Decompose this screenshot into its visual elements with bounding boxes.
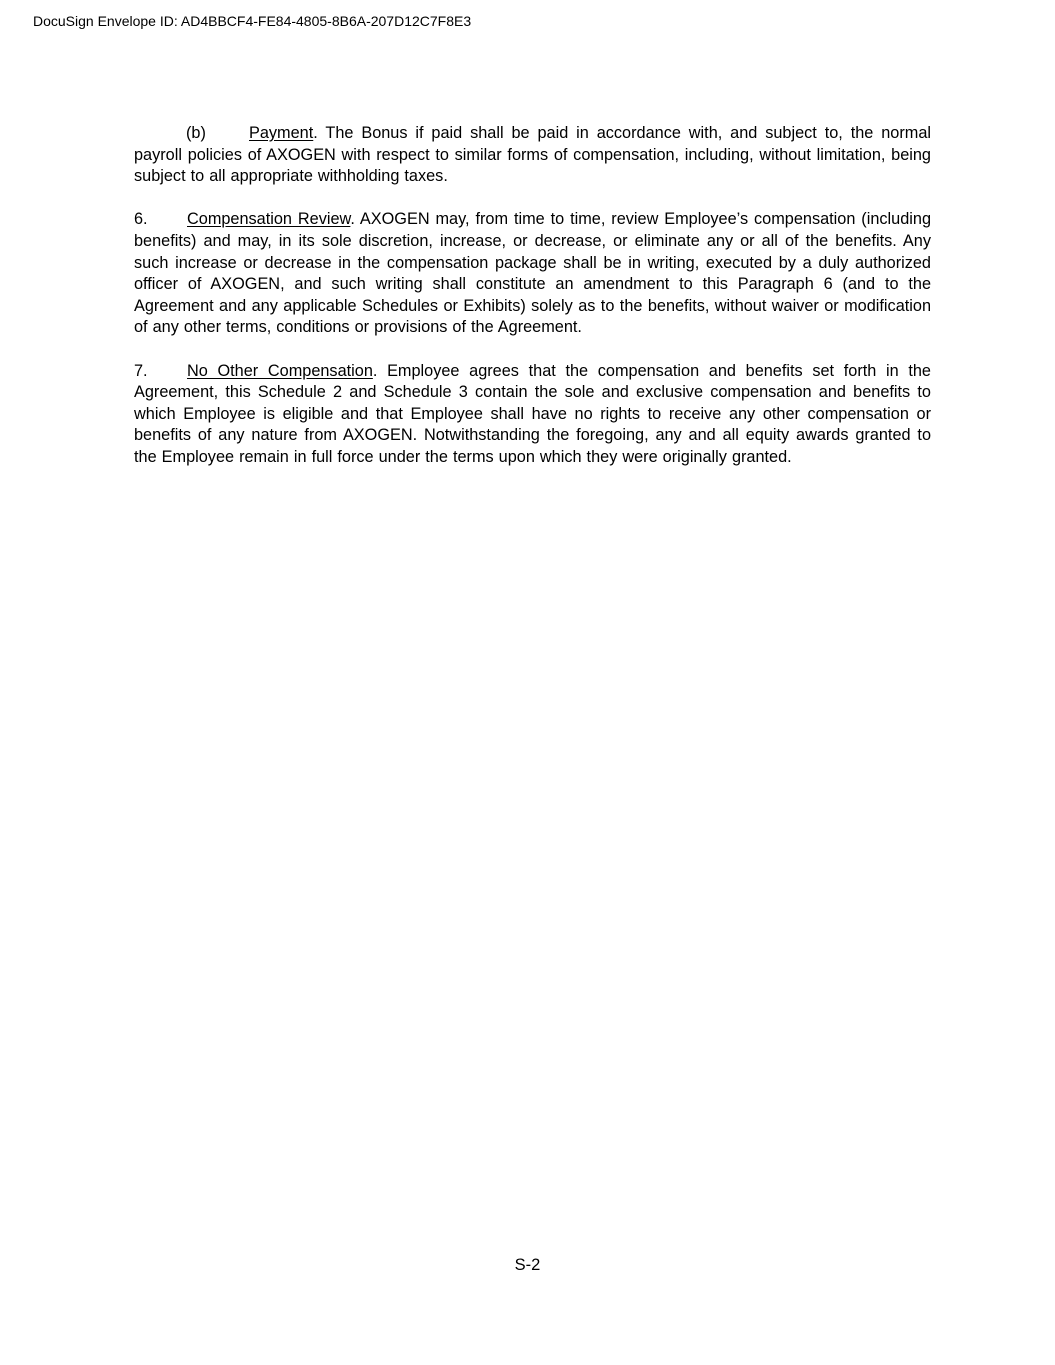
paragraph-payment xyxy=(134,123,931,188)
section-6-compensation-review xyxy=(134,209,931,339)
paragraph-heading-payment: Payment xyxy=(249,124,314,142)
list-marker-6: 6. xyxy=(134,210,148,229)
paragraph-text-no-other-compensation: . Employee agrees that the compensation and benefits set forth in the Agreement, this Schedule 2 and Schedule 3 contain the sole and exclusive compensation and benefits to which Employee is eligible and that Employee shall have no rights to receive any other compensation or benefits of any nature from AXOGEN. Notwithstanding the foregoing, any and all equity awards granted to the Employee remain in full force under the terms upon which they were originally granted. xyxy=(134,361,931,466)
list-marker-7: 7. xyxy=(134,361,148,380)
paragraph-text-compensation-review: . AXOGEN may, from time to time, review Employee’s compensation (including benefits) and may, in its sole discretion, increase, or decrease, or eliminate any or all of the benefits. Any such increase or decrease in the compensation package shall be in writing, executed by a duly authorized officer of AXOGEN, and such writing shall constitute an amendment to this Paragraph 6 (and to the Agreement and any applicable Schedules or Exhibits) solely as to the benefits, without waiver or modification of any other terms, conditions or provisions of the Agreement. xyxy=(134,210,931,337)
document-body xyxy=(134,123,931,490)
paragraph-heading-no-other-compensation: No Other Compensation xyxy=(187,361,373,380)
docusign-envelope-id: DocuSign Envelope ID: AD4BBCF4-FE84-4805-8B6A-207D12C7F8E3 xyxy=(33,13,472,29)
section-7-no-other-compensation xyxy=(134,361,931,469)
page-number: S-2 xyxy=(514,1256,541,1274)
paragraph-heading-compensation-review: Compensation Review xyxy=(187,210,351,229)
paragraph-text-payment: . The Bonus if paid shall be paid in accordance with, and subject to, the normal payroll policies of AXOGEN with respect to similar forms of compensation, including, without limitation, being subject to all appropriate withholding taxes. xyxy=(134,124,931,186)
list-marker-b: (b) xyxy=(186,124,206,142)
